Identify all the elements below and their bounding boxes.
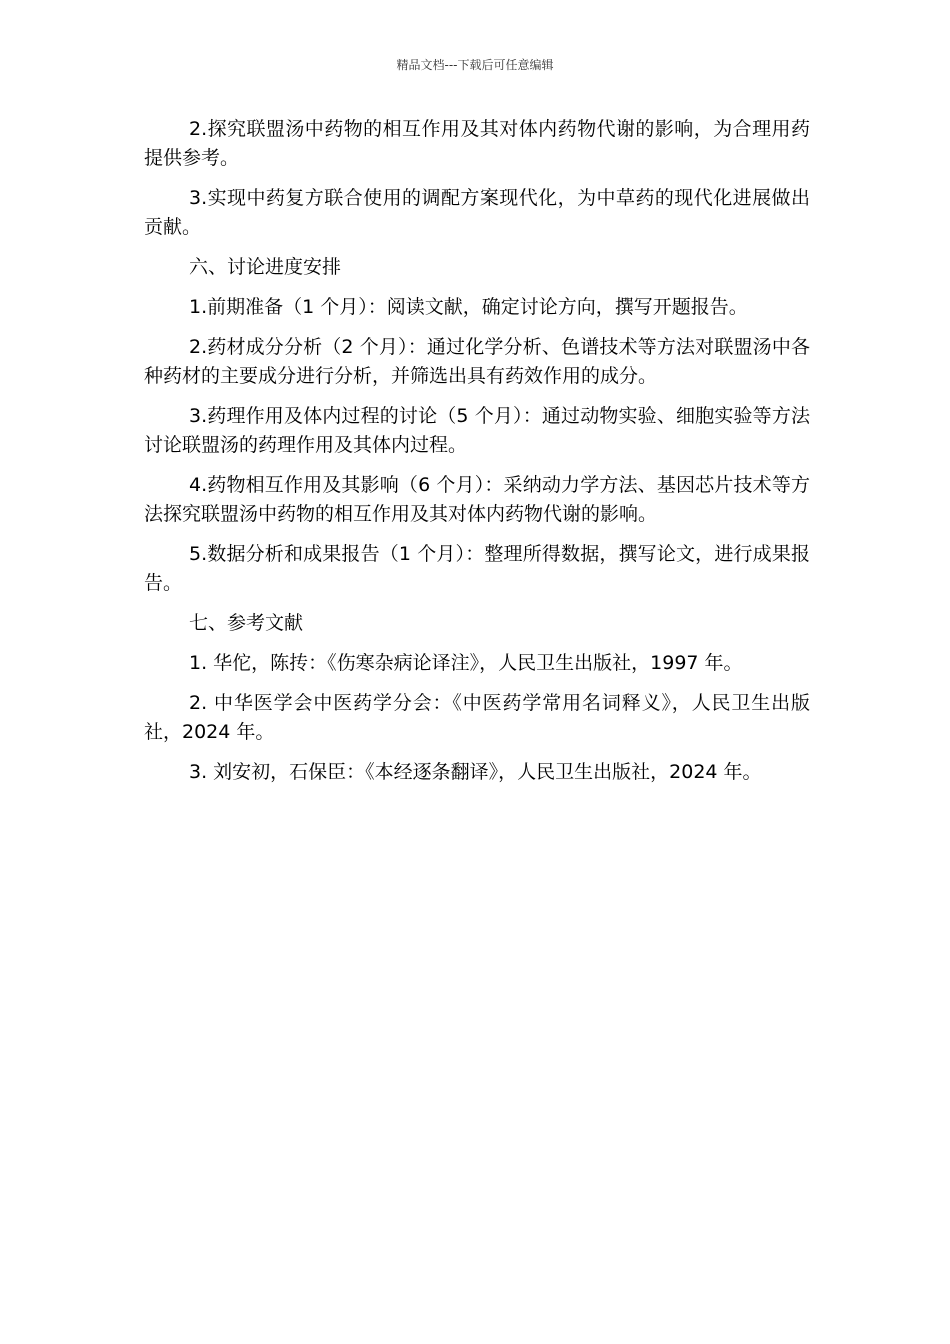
paragraph-goal-2: 2.探究联盟汤中药物的相互作用及其对体内药物代谢的影响，为合理用药提供参考。 — [144, 118, 810, 169]
page-header: 精品文档---下载后可任意编辑 — [396, 58, 554, 72]
document-body — [144, 115, 810, 798]
paragraph-schedule-2: 2.药材成分分析（2 个月）：通过化学分析、色谱技术等方法对联盟汤中各种药材的主要成分进行分析，并筛选出具有药效作用的成分。 — [144, 336, 810, 387]
reference-2: 2. 中华医学会中医药学分会：《中医药学常用名词释义》，人民卫生出版社，2024 年。 — [144, 692, 810, 743]
paragraph-schedule-4: 4.药物相互作用及其影响（6 个月）：采纳动力学方法、基因芯片技术等方法探究联盟汤中药物的相互作用及其对体内药物代谢的影响。 — [144, 474, 810, 525]
paragraph-schedule-1: 1.前期准备（1 个月）：阅读文献，确定讨论方向，撰写开题报告。 — [189, 296, 748, 318]
paragraph-schedule-5: 5.数据分析和成果报告（1 个月）：整理所得数据，撰写论文，进行成果报告。 — [144, 543, 810, 594]
paragraph-goal-3: 3.实现中药复方联合使用的调配方案现代化，为中草药的现代化进展做出贡献。 — [144, 187, 810, 238]
reference-1: 1. 华佗，陈抟：《伤寒杂病论译注》，人民卫生出版社，1997 年。 — [189, 652, 743, 674]
reference-3: 3. 刘安初，石保臣：《本经逐条翻译》，人民卫生出版社，2024 年。 — [189, 761, 762, 783]
paragraph-schedule-3: 3.药理作用及体内过程的讨论（5 个月）：通过动物实验、细胞实验等方法讨论联盟汤的药理作用及其体内过程。 — [144, 405, 810, 456]
section-heading-schedule: 六、讨论进度安排 — [189, 256, 342, 278]
section-heading-references: 七、参考文献 — [189, 612, 304, 634]
